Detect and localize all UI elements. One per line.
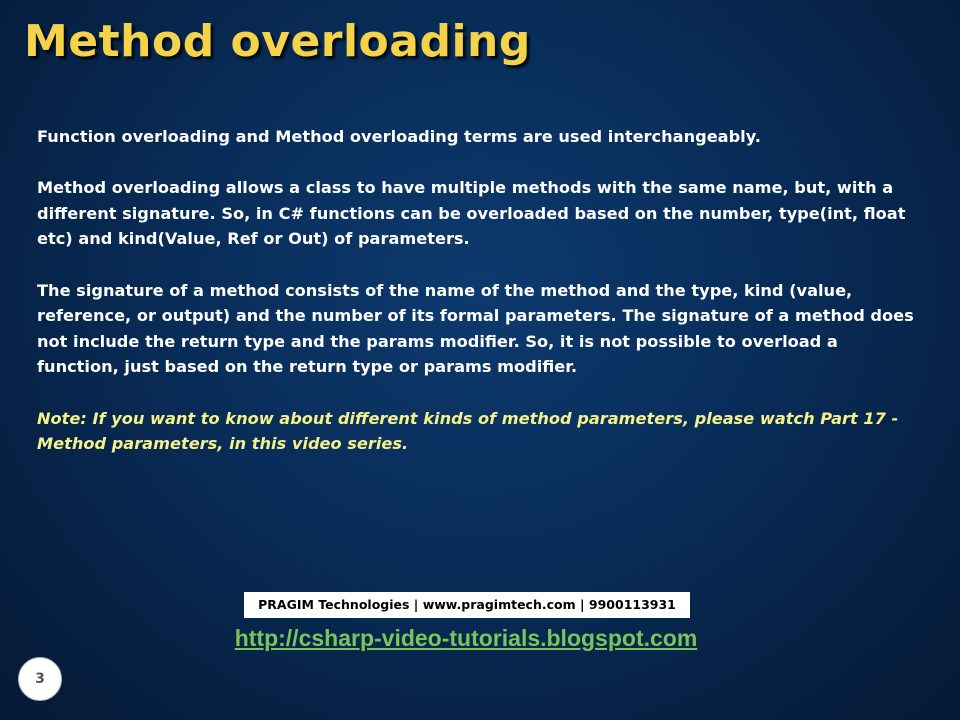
slide-title: Method overloading xyxy=(24,16,531,67)
paragraph-definition: Method overloading allows a class to have multiple methods with the same name, but, with a different signature. So, in C# functions can be overloaded based on the number, type(int, float etc) and kind(Value, Ref or Out) of parameters. xyxy=(37,178,906,249)
paragraph-terms: Function overloading and Method overloading terms are used interchangeably. xyxy=(37,127,761,146)
paragraph-signature: The signature of a method consists of the name of the method and the type, kind (value, reference, or output) and the number of its formal parameters. The signature of a method does not include the return type and the params modifier. So, it is not possible to overload a function, just based on the return type or params modifier. xyxy=(37,280,914,377)
slide-content xyxy=(37,124,917,457)
note-text: Note: If you want to know about different kinds of method parameters, please watch Part 17 - Method parameters, in this video series. xyxy=(37,408,899,454)
blog-link[interactable]: http://csharp-video-tutorials.blogspot.com xyxy=(234,625,698,651)
company-banner: PRAGIM Technologies | www.pragimtech.com | 9900113931 xyxy=(244,592,690,618)
page-number-badge: 3 xyxy=(18,657,62,701)
